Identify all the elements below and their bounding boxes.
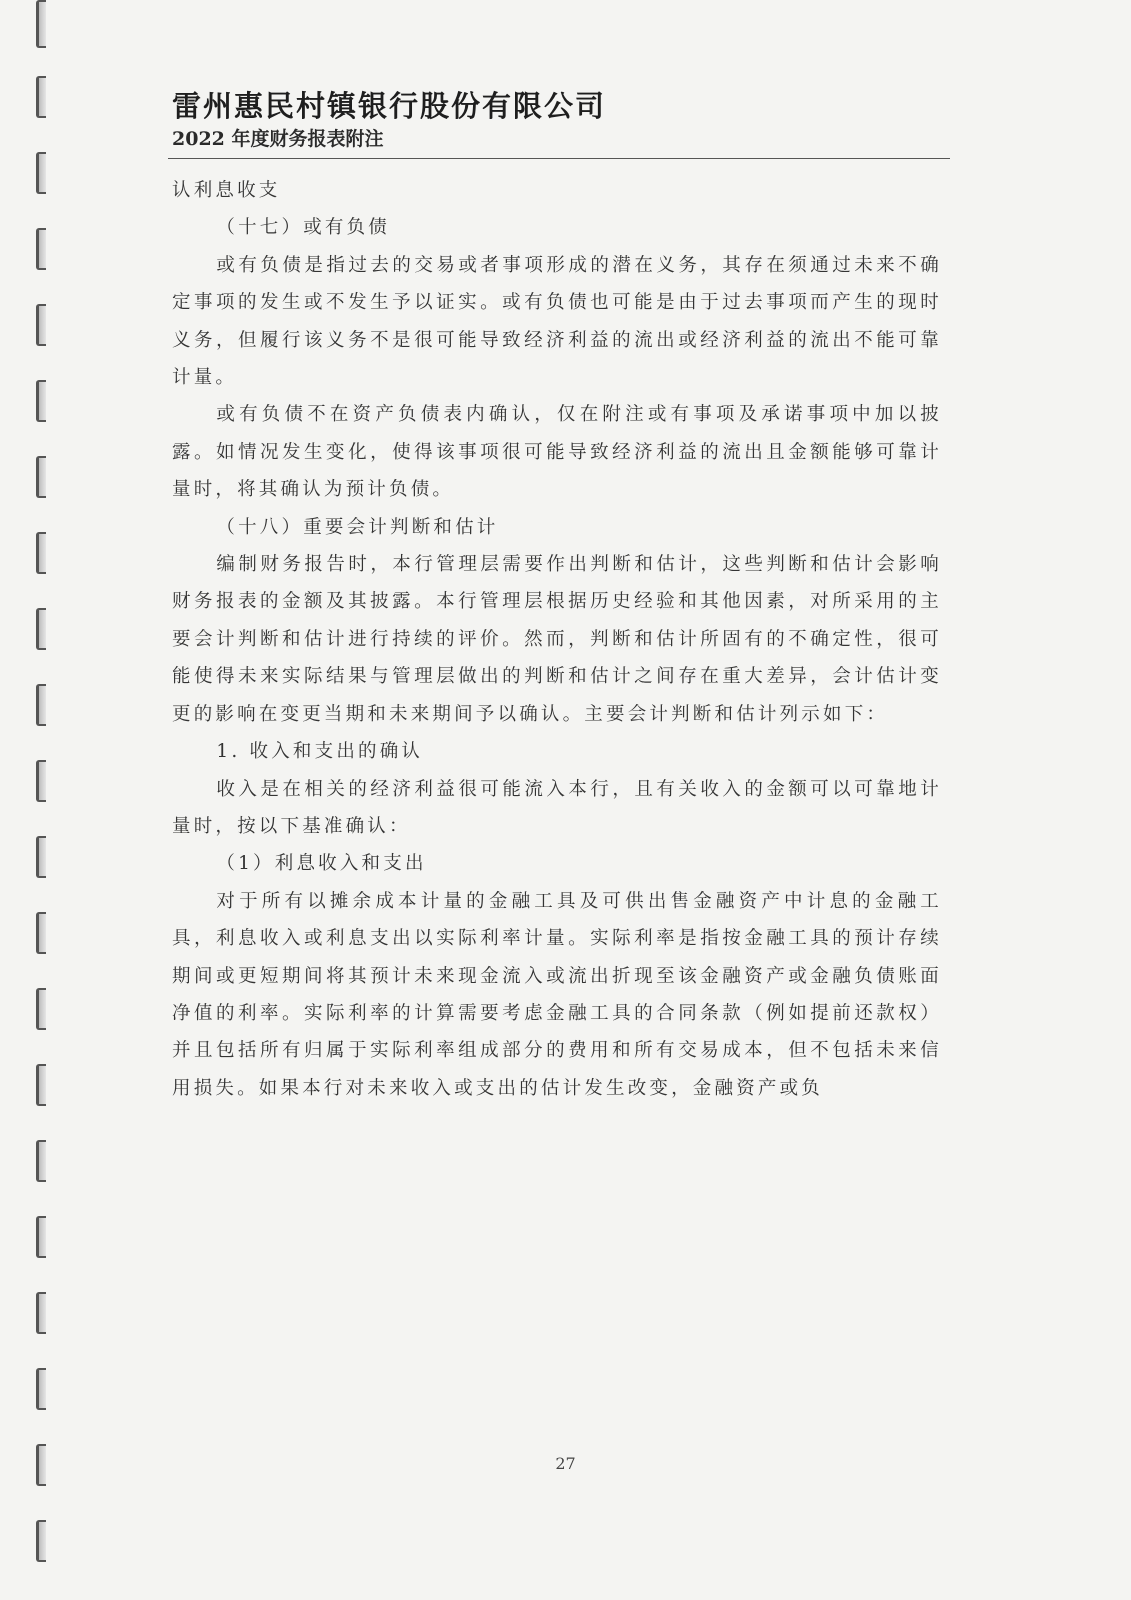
- binding-mark: [36, 684, 46, 726]
- paragraph: 或有负债不在资产负债表内确认，仅在附注或有事项及承诺事项中加以披露。如情况发生变化，使得该事项很可能导致经济利益的流出且金额能够可靠计量时，将其确认为预计负债。: [172, 404, 942, 501]
- paragraph: 收入是在相关的经济利益很可能流入本行，且有关收入的金额可以可靠地计量时，按以下基准确认：: [172, 778, 942, 837]
- page-header: [172, 88, 952, 152]
- binding-mark: [36, 1368, 46, 1410]
- binding-mark: [36, 760, 46, 802]
- binding-mark: [36, 76, 46, 118]
- paragraph: 或有负债是指过去的交易或者事项形成的潜在义务，其存在须通过未来不确定事项的发生或不发生予以证实。或有负债也可能是由于过去事项而产生的现时义务，但履行该义务不是很可能导致经济利益的流出或经济利益的流出不能可靠计量。: [172, 254, 942, 389]
- binding-mark: [36, 1292, 46, 1334]
- binding-mark: [36, 1520, 46, 1562]
- binding-mark: [36, 152, 46, 194]
- binding-mark: [36, 532, 46, 574]
- document-body: [172, 172, 942, 1107]
- binding-mark: [36, 1216, 46, 1258]
- binding-mark: [36, 380, 46, 422]
- report-title: 2022 年度财务报表附注: [172, 128, 384, 150]
- section-heading-17: （十七）或有负债: [216, 217, 390, 239]
- subsection-heading-1-1: （1）利息收入和支出: [216, 853, 427, 875]
- binding-mark: [36, 456, 46, 498]
- binding-mark: [36, 304, 46, 346]
- paragraph: 编制财务报告时，本行管理层需要作出判断和估计，这些判断和估计会影响财务报表的金额及其披露。本行管理层根据历史经验和其他因素，对所采用的主要会计判断和估计进行持续的评价。然而，判断和估计所固有的不确定性，很可能使得未来实际结果与管理层做出的判断和估计之间存在重大差异，会计估计变更的影响在变更当期和未来期间予以确认。主要会计判断和估计列示如下：: [172, 554, 942, 725]
- paragraph: 对于所有以摊余成本计量的金融工具及可供出售金融资产中计息的金融工具，利息收入或利息支出以实际利率计量。实际利率是指按金融工具的预计存续期间或更短期间将其预计未来现金流入或流出折现至该金融资产或金融负债账面净值的利率。实际利率的计算需要考虑金融工具的合同条款（例如提前还款权）并且包括所有归属于实际利率组成部分的费用和所有交易成本，但不包括未来信用损失。如果本行对未来收入或支出的估计发生改变，金融资产或负: [172, 890, 942, 1099]
- company-name: 雷州惠民村镇银行股份有限公司: [172, 89, 607, 123]
- binding-mark: [36, 1064, 46, 1106]
- subsection-heading-1: 1. 收入和支出的确认: [216, 741, 424, 763]
- binding-mark: [36, 0, 46, 48]
- paragraph-continuation: 认利息收支: [172, 180, 281, 201]
- binding-mark: [36, 912, 46, 954]
- binding-mark: [36, 1140, 46, 1182]
- binding-mark: [36, 228, 46, 270]
- binding-mark: [36, 988, 46, 1030]
- binding-mark: [36, 608, 46, 650]
- binding-mark: [36, 836, 46, 878]
- header-divider: [168, 158, 950, 159]
- binding-holes: [30, 0, 60, 1600]
- section-heading-18: （十八）重要会计判断和估计: [216, 516, 499, 538]
- page-number: 27: [555, 1454, 576, 1473]
